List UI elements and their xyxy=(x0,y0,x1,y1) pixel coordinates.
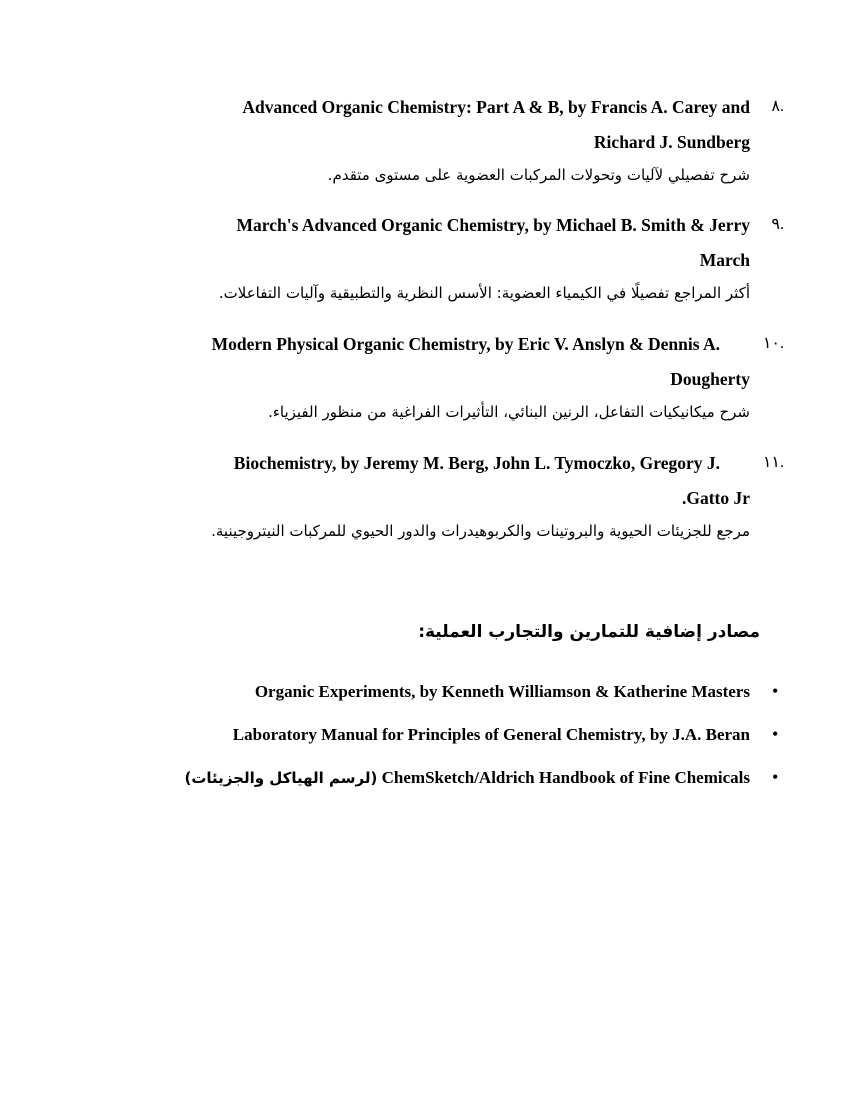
reference-description: أكثر المراجع تفصيلًا في الكيمياء العضوية: الأسس النظرية والتطبيقية وآليات التفاعلات. xyxy=(218,284,750,302)
reference-item xyxy=(100,208,784,308)
reference-title-line1: Biochemistry, by Jeremy M. Berg, John L. Tymoczko, Gregory J. xyxy=(233,453,720,473)
list-item xyxy=(50,670,778,713)
reference-item xyxy=(100,90,784,190)
reference-description: شرح ميكانيكيات التفاعل، الرنين البنائي، التأثيرات الفراغية من منظور الفيزياء. xyxy=(268,403,750,421)
reference-number: .١٠ xyxy=(762,335,784,352)
reference-description: مرجع للجزيئات الحيوية والبروتينات والكربوهيدرات والدور الحيوي للمركبات النيتروجينية. xyxy=(211,522,750,540)
reference-item xyxy=(70,327,784,427)
reference-title-line1: Advanced Organic Chemistry: Part A & B, by Francis A. Carey and xyxy=(242,97,750,117)
reference-number: .٨ xyxy=(771,98,784,115)
extra-resources-list xyxy=(50,670,778,800)
reference-number: .١١ xyxy=(762,454,784,471)
list-item-arabic-note: (لرسم الهياكل والجزيئات) xyxy=(184,769,378,787)
list-item xyxy=(50,713,778,756)
bullet-icon: • xyxy=(772,726,778,743)
reference-title-line2: Richard J. Sundberg xyxy=(593,132,750,152)
reference-number: .٩ xyxy=(771,216,784,233)
reference-description: شرح تفصيلي لآليات وتحولات المركبات العضوية على مستوى متقدم. xyxy=(327,166,750,184)
list-item-text: ChemSketch/Aldrich Handbook of Fine Chemicals xyxy=(381,768,750,787)
list-item-text: Organic Experiments, by Kenneth Williamson & Katherine Masters xyxy=(254,682,750,701)
section-heading: مصادر إضافية للتمارين والتجارب العملية: xyxy=(418,622,760,642)
reference-title-line2: March xyxy=(699,250,750,270)
reference-item xyxy=(100,446,784,546)
bullet-icon: • xyxy=(772,769,778,786)
reference-title-line1: Modern Physical Organic Chemistry, by Eric V. Anslyn & Dennis A. xyxy=(211,334,720,354)
list-item xyxy=(50,756,778,800)
reference-title-line1: March's Advanced Organic Chemistry, by Michael B. Smith & Jerry xyxy=(236,215,750,235)
reference-title-line2: Dougherty xyxy=(670,369,750,389)
list-item-text: Laboratory Manual for Principles of General Chemistry, by J.A. Beran xyxy=(232,725,750,744)
bullet-icon: • xyxy=(772,683,778,700)
reference-title-line2: .Gatto Jr xyxy=(681,488,750,508)
